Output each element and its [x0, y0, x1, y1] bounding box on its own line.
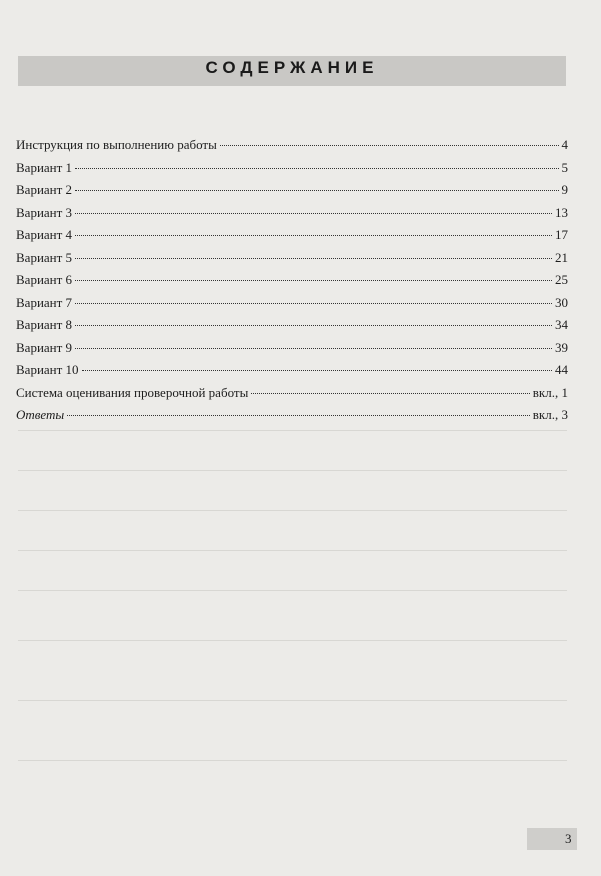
toc-label: Вариант 9	[16, 339, 73, 355]
toc-label: Вариант 5	[16, 249, 73, 265]
toc-label: Вариант 1	[16, 159, 73, 175]
toc-page: 34	[555, 317, 568, 332]
page-title: СОДЕРЖАНИЕ	[205, 58, 379, 77]
toc-label: Вариант 4	[16, 227, 73, 242]
toc-page: 39	[555, 339, 568, 355]
toc-page: вкл., 1	[532, 384, 568, 400]
show-through-line	[18, 640, 567, 641]
toc-row[interactable]	[16, 157, 568, 180]
toc-page: 25	[555, 272, 568, 287]
show-through-line	[18, 510, 567, 511]
dot-leader	[75, 190, 558, 191]
dot-leader	[75, 280, 552, 281]
toc-label: Вариант 10	[16, 362, 79, 377]
toc-page: 44	[555, 362, 568, 377]
table-of-contents	[16, 134, 568, 427]
show-through-line	[18, 430, 567, 431]
show-through-line	[18, 550, 567, 551]
dot-leader	[75, 325, 552, 326]
toc-row[interactable]	[16, 359, 568, 382]
page-number: 3	[565, 831, 572, 846]
show-through-line	[18, 760, 567, 761]
dot-leader	[75, 348, 552, 349]
show-through-line	[18, 590, 567, 591]
show-through-line	[18, 470, 567, 471]
toc-page: 4	[561, 137, 568, 152]
toc-row[interactable]	[16, 202, 568, 225]
show-through-line	[18, 700, 567, 701]
toc-row[interactable]	[16, 314, 568, 337]
dot-leader	[82, 370, 552, 371]
toc-label: Вариант 2	[16, 182, 73, 197]
toc-row[interactable]	[16, 292, 568, 315]
toc-row[interactable]	[16, 337, 568, 360]
toc-label: Вариант 3	[16, 204, 73, 220]
toc-label: Вариант 8	[16, 317, 73, 332]
dot-leader	[67, 415, 530, 416]
toc-row[interactable]	[16, 382, 568, 405]
dot-leader	[75, 235, 552, 236]
toc-label: Система оценивания проверочной работы	[16, 384, 249, 400]
toc-page: 17	[555, 227, 568, 242]
toc-row[interactable]	[16, 224, 568, 247]
dot-leader	[220, 145, 559, 146]
toc-page: 30	[555, 294, 568, 310]
toc-label: Вариант 6	[16, 272, 73, 287]
dot-leader	[75, 168, 558, 169]
toc-label: Ответы	[16, 407, 65, 422]
toc-label: Вариант 7	[16, 294, 73, 310]
toc-page: вкл., 3	[532, 407, 568, 422]
toc-page: 9	[561, 182, 568, 197]
toc-row[interactable]	[16, 404, 568, 427]
toc-row[interactable]	[16, 134, 568, 157]
dot-leader	[251, 393, 529, 394]
toc-page: 13	[555, 204, 568, 220]
toc-row[interactable]	[16, 179, 568, 202]
toc-page: 21	[555, 249, 568, 265]
toc-page: 5	[561, 159, 568, 175]
dot-leader	[75, 258, 552, 259]
toc-label: Инструкция по выполнению работы	[16, 137, 217, 152]
dot-leader	[75, 303, 552, 304]
toc-row[interactable]	[16, 269, 568, 292]
dot-leader	[75, 213, 552, 214]
toc-row[interactable]	[16, 247, 568, 270]
